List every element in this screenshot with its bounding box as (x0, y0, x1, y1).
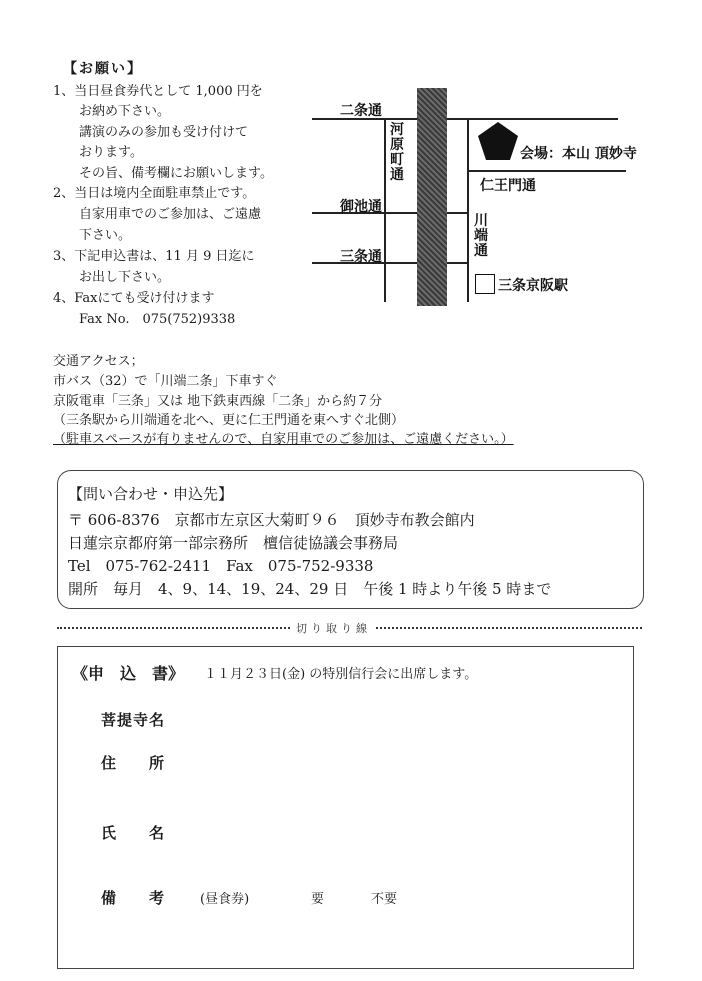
kawabata-road (467, 119, 469, 302)
request-item-1-line5: その旨、備考欄にお願いします。 (79, 166, 273, 181)
nijo-label: 二条通 (340, 103, 382, 119)
request-item-2: 2、当日は境内全面駐車禁止です。 (53, 186, 256, 201)
contact-office: 日蓮宗京都府第一部宗務所 檀信徒協議会事務局 (68, 534, 399, 552)
venue-label: 会場：本山 頂妙寺 (520, 146, 637, 162)
access-train: 京阪電車「三条」又は 地下鉄東西線「二条」から約７分 (53, 394, 383, 409)
temple-field-label: 菩提寺名 (101, 711, 166, 729)
remarks-field-label: 備 考 (101, 889, 166, 907)
contact-phone-fax: Tel 075-762-2411 Fax 075-752-9338 (68, 557, 374, 575)
oike-label: 御池通 (340, 199, 382, 215)
request-item-3-line2: お出し下さい。 (79, 270, 171, 285)
form-note: １１月２３日(金) の特別信行会に出席します。 (204, 667, 478, 682)
form-title: 《申 込 書》 (72, 664, 185, 683)
contact-address: 〒 606-8376 京都市左京区大菊町９６ 頂妙寺布教会館内 (68, 511, 475, 529)
request-item-2-line2: 自家用車でのご参加は、ご遠慮 (79, 207, 262, 222)
sanjo-label: 三条通 (340, 249, 382, 265)
request-item-1-line4: おります。 (79, 145, 143, 160)
request-item-2-line3: 下さい。 (79, 228, 132, 243)
kawaramachi-label: 河原町通 (390, 122, 404, 183)
niomon-label: 仁王門通 (480, 178, 536, 194)
parking-notice: （駐車スペースが有りませんので、自家用車でのご参加は、ご遠慮ください。） (53, 432, 514, 447)
request-item-1: 1、当日昼食券代として 1,000 円を (53, 84, 263, 99)
venue-marker-icon (476, 120, 520, 162)
cut-line-label: 切り取り線 (292, 620, 375, 636)
access-bus: 市バス（32）で「川端二条」下車すぐ (53, 374, 278, 389)
station-label: 三条京阪駅 (498, 278, 568, 294)
niomon-road (469, 170, 626, 172)
application-form (57, 646, 634, 969)
station-icon (475, 274, 495, 294)
address-field-label: 住 所 (101, 754, 166, 772)
fax-number: Fax No. 075(752)9338 (79, 312, 236, 327)
lunch-label: (昼食券) (200, 892, 250, 907)
kawaramachi-road (384, 119, 386, 302)
kamo-river (417, 88, 447, 306)
lunch-no-need-option[interactable]: 不要 (371, 892, 398, 907)
kawabata-label: 川端通 (474, 213, 488, 259)
lunch-need-option[interactable]: 要 (311, 892, 325, 907)
name-field-label: 氏 名 (101, 824, 166, 842)
request-item-3: 3、下記申込書は、11 月 9 日迄に (53, 249, 255, 264)
request-item-4: 4、Faxにても受け付けます (53, 291, 215, 306)
contact-heading: 【問い合わせ・申込先】 (68, 485, 234, 503)
access-title: 交通アクセス； (53, 354, 144, 369)
request-item-1-line3: 講演のみの参加も受け付けて (79, 125, 249, 140)
contact-hours: 開所 毎月 4、9、14、19、24、29 日 午後 1 時より午後 5 時まで (68, 580, 552, 598)
contact-box (57, 470, 644, 609)
access-directions: （三条駅から川端通を北へ、更に仁王門通を東へすぐ北側） (53, 413, 405, 428)
request-item-1-line2: お納め下さい。 (79, 104, 171, 119)
request-heading: 【お願い】 (63, 61, 143, 77)
